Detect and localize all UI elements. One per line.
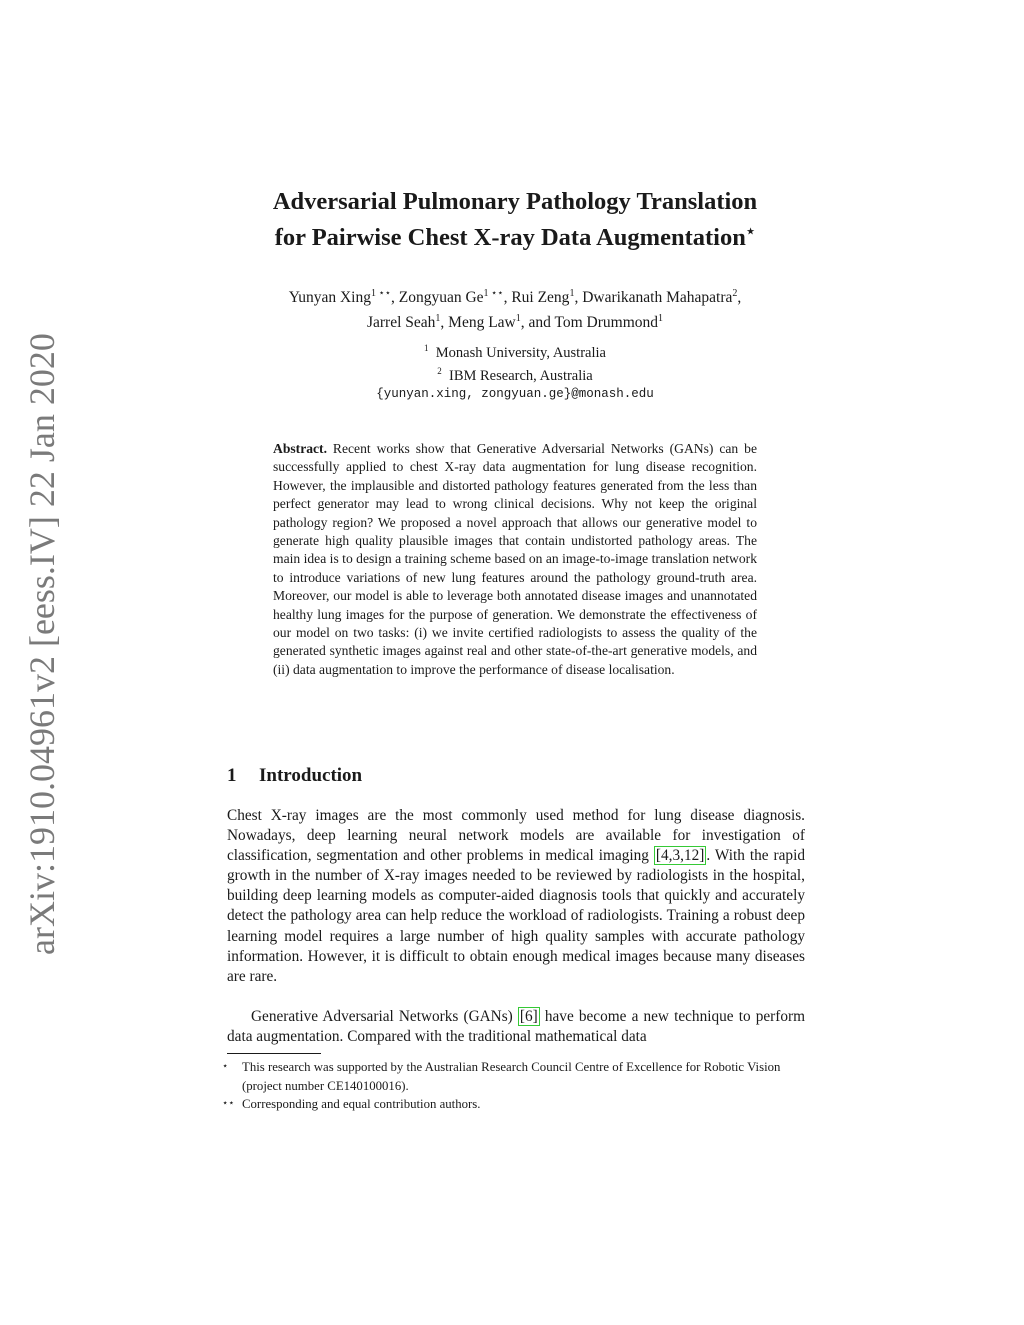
author-affiliation-mark: 2 xyxy=(732,288,738,299)
affiliation-name: IBM Research, Australia xyxy=(448,367,593,384)
affiliation-name: Monash University, Australia xyxy=(435,344,606,361)
paragraph-text: Generative Adversarial Networks (GANs) xyxy=(251,1008,518,1025)
author-name: Dwarikanath Mahapatra xyxy=(582,289,733,307)
author-name: Rui Zeng xyxy=(511,289,570,307)
author-line-2: Jarrel Seah$^1$, Meng Law$^1$, and Tom Drummond$^1$ xyxy=(366,313,664,332)
section-number: 1 xyxy=(227,765,237,786)
author-line-1: Yunyan Xing$^{1 ⋆⋆}$, Zongyuan $Ge^{1 ⋆⋆}$, Rui Zeng$^1$, Dwarikanath Mahapatra$^2$, xyxy=(288,288,742,307)
intro-paragraph-1 xyxy=(227,806,805,987)
title-line-2 xyxy=(150,217,880,253)
affiliation-number: 1 xyxy=(424,343,429,353)
footnote-2 xyxy=(222,1095,806,1114)
author-affiliation-mark: 1 ⋆⋆ xyxy=(370,288,391,299)
section-title: Introduction xyxy=(259,765,363,786)
affiliation-1 xyxy=(300,339,730,362)
contact-email: {yunyan.xing, zongyuan.ge}@monash.edu xyxy=(376,386,654,401)
footnote-text: This research was supported by the Australian Research Council Centre of Excellence for Robotic Vision (project number CE140100016). xyxy=(242,1060,781,1093)
section-heading xyxy=(227,765,362,787)
title-line-2-text: for Pairwise Chest X-ray Data Augmentation xyxy=(274,224,746,252)
abstract-text: Recent works show that Generative Adversarial Networks (GANs) can be successfully applied to chest X-ray data augmentation for lung disease recognition. However, the implausible and distorted pathology features generated from the less than perfect generator may lead to wrong clinical decisions. Why not keep the original pathology region? We proposed a novel approach that allows our generative model to generate high quality plausible images that contain undistorted pathology areas. The main idea is to design a training scheme based on an image-to-image translation network to introduce variations of new lung features around the pathology ground-truth area. Moreover, our model is able to leverage both annotated disease images and unannotated healthy lung images for the purpose of generation. We demonstrate the effectiveness of our model on two tasks: (i) we invite certified radiologists to assess the quality of the generated synthetic images against real and other state-of-the-art generative models, and (ii) data augmentation to improve the performance of disease localisation. xyxy=(273,441,757,677)
intro-paragraph-2 xyxy=(227,1007,805,1047)
affiliation-2 xyxy=(300,362,730,385)
paragraph-text: have become a new technique to perform data augmentation. Compared with the traditional mathematical data xyxy=(227,1008,805,1046)
author-affiliation-mark: 1 xyxy=(569,288,575,299)
author-affiliation-mark: 1 xyxy=(435,313,441,325)
footnote-text: Corresponding and equal contribution authors. xyxy=(242,1097,481,1111)
arxiv-identifier: arXiv:1910.04961v2 [eess.IV] 22 Jan 2020 xyxy=(22,333,62,955)
affiliations xyxy=(300,339,730,403)
footnote-mark: ⋆⋆ xyxy=(222,1098,235,1109)
footnote-mark: ⋆ xyxy=(222,1061,229,1072)
author-list xyxy=(170,283,860,333)
paragraph-text: . With the rapid growth in the number of X-ray images needed to be reviewed by radiologists in the hospital, building deep learning models as computer-aided diagnosis tools that quickly and accurately detect the pathology area can help reduce the workload of radiologists. Training a robust deep learning model requires a large number of high quality samples with accurate pathology information. However, it is difficult to obtain enough medical images because many diseases are rare. xyxy=(227,847,805,985)
footnotes xyxy=(222,1058,806,1114)
abstract-label: Abstract. xyxy=(273,441,327,456)
affiliation-number: 2 xyxy=(437,365,442,376)
paper-title xyxy=(150,186,880,253)
author-name: Zongyuan Ge xyxy=(398,289,484,307)
title-footnote-mark: ⋆ xyxy=(745,224,756,240)
abstract xyxy=(273,440,757,679)
footnote-1 xyxy=(222,1058,806,1095)
title-line-1: Adversarial Pulmonary Pathology Translation xyxy=(272,188,758,215)
citation-link[interactable]: [6] xyxy=(519,1008,538,1025)
author-name: Jarrel Seah xyxy=(366,314,436,332)
paragraph-text: Chest X-ray images are the most commonly used method for lung disease diagnosis. Nowadays, deep learning neural network models are available for investigation of classification, segmentation and other problems in medical imaging xyxy=(227,807,805,865)
author-name: Yunyan Xing xyxy=(288,289,371,307)
author-affiliation-mark: 1 ⋆⋆ xyxy=(483,288,504,299)
citation-link[interactable]: [4,3,12] xyxy=(655,847,705,865)
author-affiliation-mark: 1 xyxy=(658,313,664,325)
author-affiliation-mark: 1 xyxy=(515,313,521,325)
footnote-rule xyxy=(227,1053,321,1054)
author-name: Meng Law xyxy=(448,314,516,332)
author-name: Tom Drummond xyxy=(554,314,659,332)
